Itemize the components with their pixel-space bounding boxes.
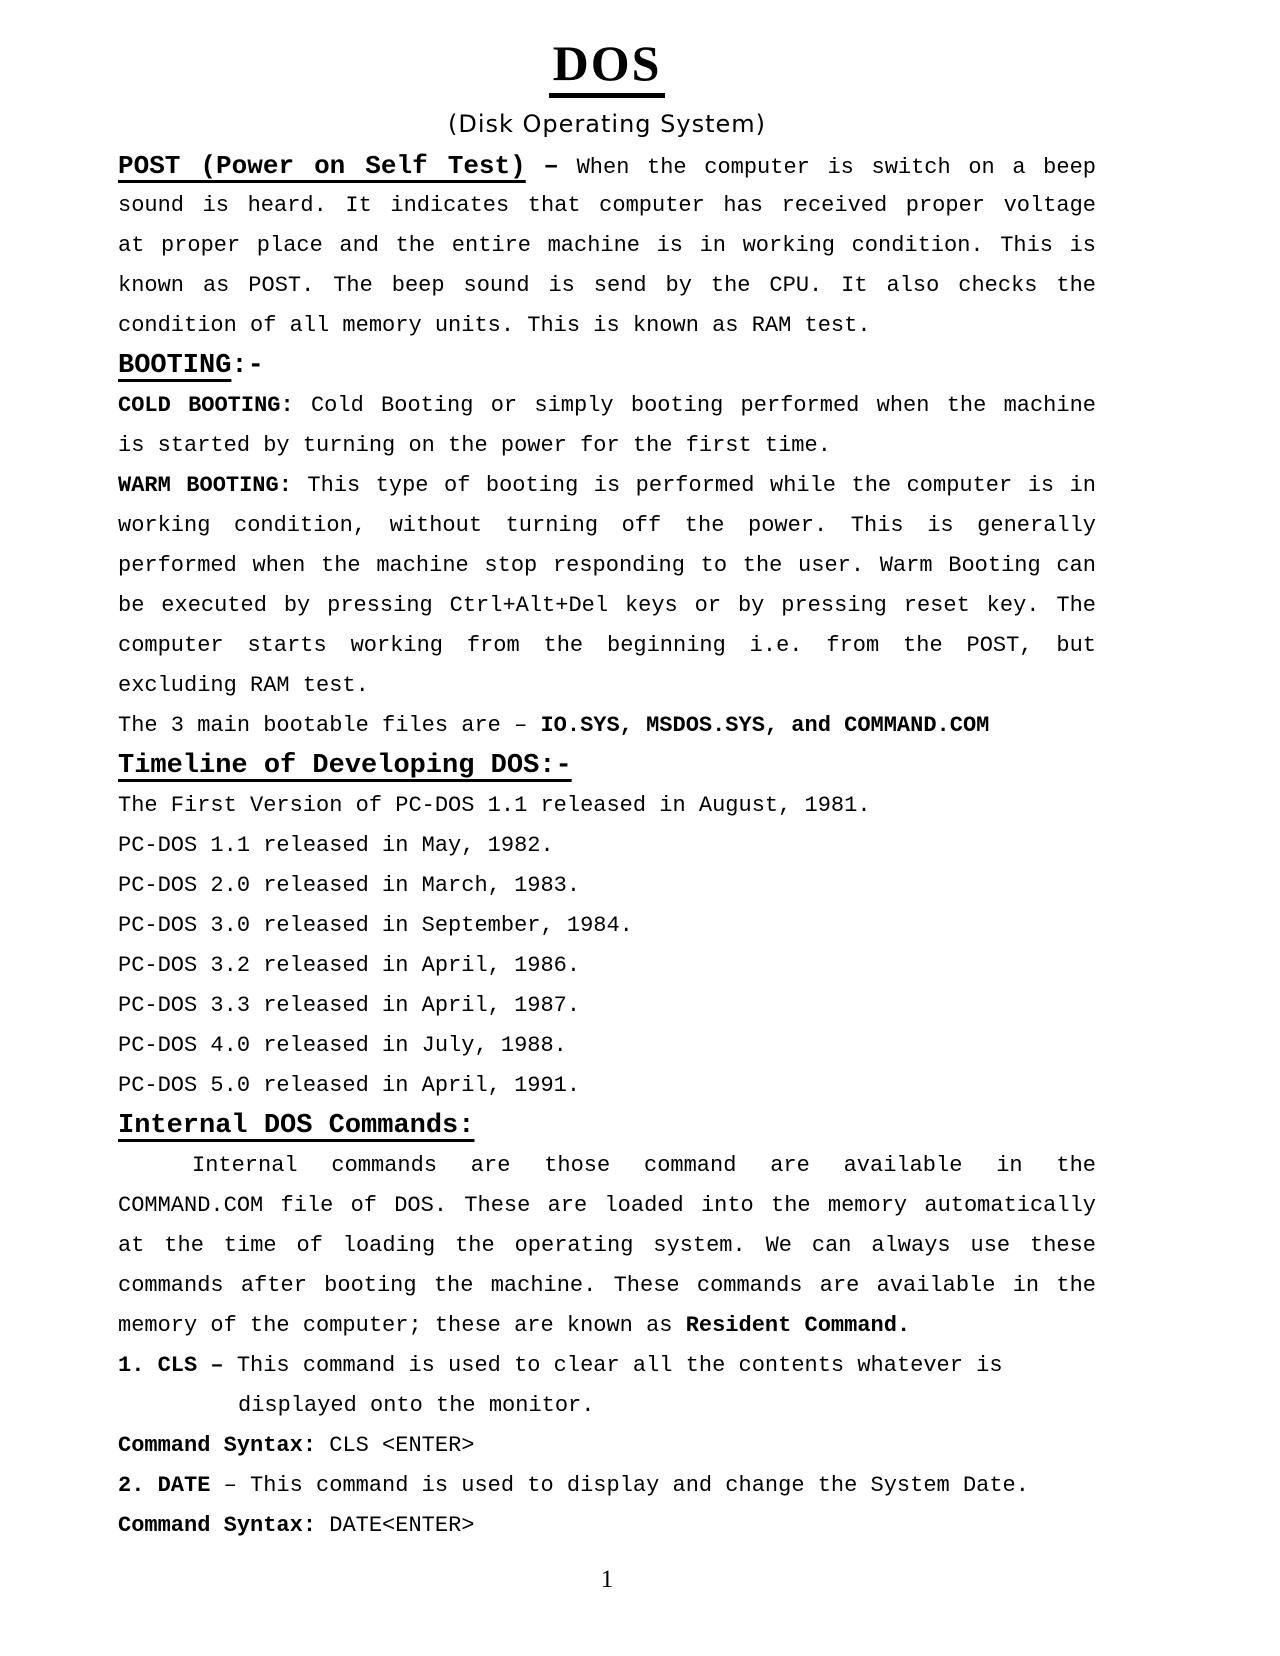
document-content — [118, 36, 1096, 1594]
doc-line — [118, 186, 1096, 226]
text-segment: The 3 main bootable files are – — [118, 713, 541, 738]
text-segment: DATE<ENTER> — [316, 1513, 475, 1538]
doc-line — [118, 386, 1096, 426]
text-segment: be executed by pressing Ctrl+Alt+Del keys or by pressing reset key. The — [118, 593, 1096, 618]
doc-line — [118, 1146, 1096, 1186]
text-segment: This command is used to clear all the contents whatever is — [223, 1353, 1003, 1378]
text-segment: Command Syntax: — [118, 1513, 317, 1538]
text-segment: known as POST. The beep sound is send by the CPU. It also checks the — [118, 273, 1096, 298]
doc-line — [118, 1226, 1096, 1266]
text-segment: commands after booting the machine. These commands are available in the — [118, 1273, 1096, 1298]
doc-line — [118, 986, 1096, 1026]
doc-line — [118, 306, 1096, 346]
doc-line — [118, 1106, 1096, 1146]
text-segment: PC-DOS 1.1 released in May, 1982. — [118, 833, 554, 858]
text-segment: – This command is used to display and change the System Date. — [210, 1473, 1029, 1498]
text-segment: PC-DOS 3.3 released in April, 1987. — [118, 993, 581, 1018]
doc-line — [118, 1426, 1096, 1466]
doc-line — [118, 786, 1096, 826]
text-segment: This type of booting is performed while the computer is in — [291, 473, 1096, 498]
text-segment — [526, 155, 544, 180]
doc-line — [118, 1466, 1096, 1506]
doc-line — [118, 666, 1096, 706]
doc-line — [118, 226, 1096, 266]
text-segment: The First Version of PC-DOS 1.1 released in August, 1981. — [118, 793, 871, 818]
doc-line — [118, 1306, 1096, 1346]
text-segment: at the time of loading the operating system. We can always use these — [118, 1233, 1096, 1258]
text-segment: – — [543, 151, 559, 181]
text-segment: IO.SYS, MSDOS.SYS, and COMMAND.COM — [540, 713, 990, 738]
text-segment: CLS <ENTER> — [316, 1433, 475, 1458]
document-body — [118, 146, 1096, 1546]
text-segment: displayed onto the monitor. — [238, 1393, 595, 1418]
text-segment: WARM BOOTING: — [118, 473, 292, 498]
doc-line — [118, 906, 1096, 946]
doc-line — [118, 466, 1096, 506]
text-segment: :- — [231, 351, 264, 381]
doc-line — [118, 626, 1096, 666]
doc-subtitle: (Disk Operating System) — [447, 110, 767, 138]
text-segment: at proper place and the entire machine is in working condition. This is — [118, 233, 1096, 258]
text-segment: 1. CLS – — [118, 1353, 224, 1378]
doc-line — [118, 546, 1096, 586]
doc-line — [118, 426, 1096, 466]
text-segment: 2. DATE — [118, 1473, 211, 1498]
title-block — [118, 36, 1096, 98]
text-segment: PC-DOS 3.2 released in April, 1986. — [118, 953, 581, 978]
text-segment: PC-DOS 5.0 released in April, 1991. — [118, 1073, 581, 1098]
text-segment: performed when the machine stop responding to the user. Warm Booting can — [118, 553, 1096, 578]
text-segment: COMMAND.COM file of DOS. These are loaded into the memory automatically — [118, 1193, 1096, 1218]
doc-line — [118, 1186, 1096, 1226]
text-segment: condition of all memory units. This is known as RAM test. — [118, 313, 871, 338]
doc-line — [118, 146, 1096, 186]
text-segment: Command Syntax: — [118, 1433, 317, 1458]
doc-title: DOS — [549, 36, 666, 98]
text-segment: PC-DOS 4.0 released in July, 1988. — [118, 1033, 567, 1058]
text-segment: Internal DOS Commands: — [118, 1111, 475, 1141]
doc-line — [118, 1346, 1096, 1386]
text-segment: PC-DOS 2.0 released in March, 1983. — [118, 873, 581, 898]
doc-line — [118, 1266, 1096, 1306]
text-segment: Cold Booting or simply booting performed when the machine — [293, 393, 1096, 418]
text-segment: Internal commands are those command are available in the — [192, 1153, 1096, 1178]
text-segment: PC-DOS 3.0 released in September, 1984. — [118, 913, 633, 938]
doc-line — [118, 946, 1096, 986]
text-segment: Resident Command. — [685, 1313, 911, 1338]
doc-line — [118, 746, 1096, 786]
text-segment: working condition, without turning off the power. This is generally — [118, 513, 1096, 538]
text-segment: POST (Power on Self Test) — [118, 151, 526, 181]
doc-line — [118, 586, 1096, 626]
text-segment: excluding RAM test. — [118, 673, 369, 698]
doc-line — [118, 1066, 1096, 1106]
page-number: 1 — [600, 1566, 614, 1593]
doc-line — [118, 1506, 1096, 1546]
text-segment: COLD BOOTING: — [118, 393, 294, 418]
doc-line — [118, 506, 1096, 546]
text-segment: is started by turning on the power for the first time. — [118, 433, 831, 458]
text-segment: memory of the computer; these are known as — [118, 1313, 686, 1338]
doc-line — [118, 1386, 1096, 1426]
doc-line — [118, 346, 1096, 386]
text-segment: BOOTING — [118, 351, 232, 381]
doc-line — [118, 1026, 1096, 1066]
text-segment: computer starts working from the beginning i.e. from the POST, but — [118, 633, 1096, 658]
doc-line — [118, 266, 1096, 306]
text-segment: Timeline of Developing DOS:- — [118, 751, 572, 781]
doc-line — [118, 706, 1096, 746]
text-segment: When the computer is switch on a beep — [558, 155, 1096, 180]
text-segment: sound is heard. It indicates that computer has received proper voltage — [118, 193, 1096, 218]
doc-line — [118, 866, 1096, 906]
doc-line — [118, 826, 1096, 866]
